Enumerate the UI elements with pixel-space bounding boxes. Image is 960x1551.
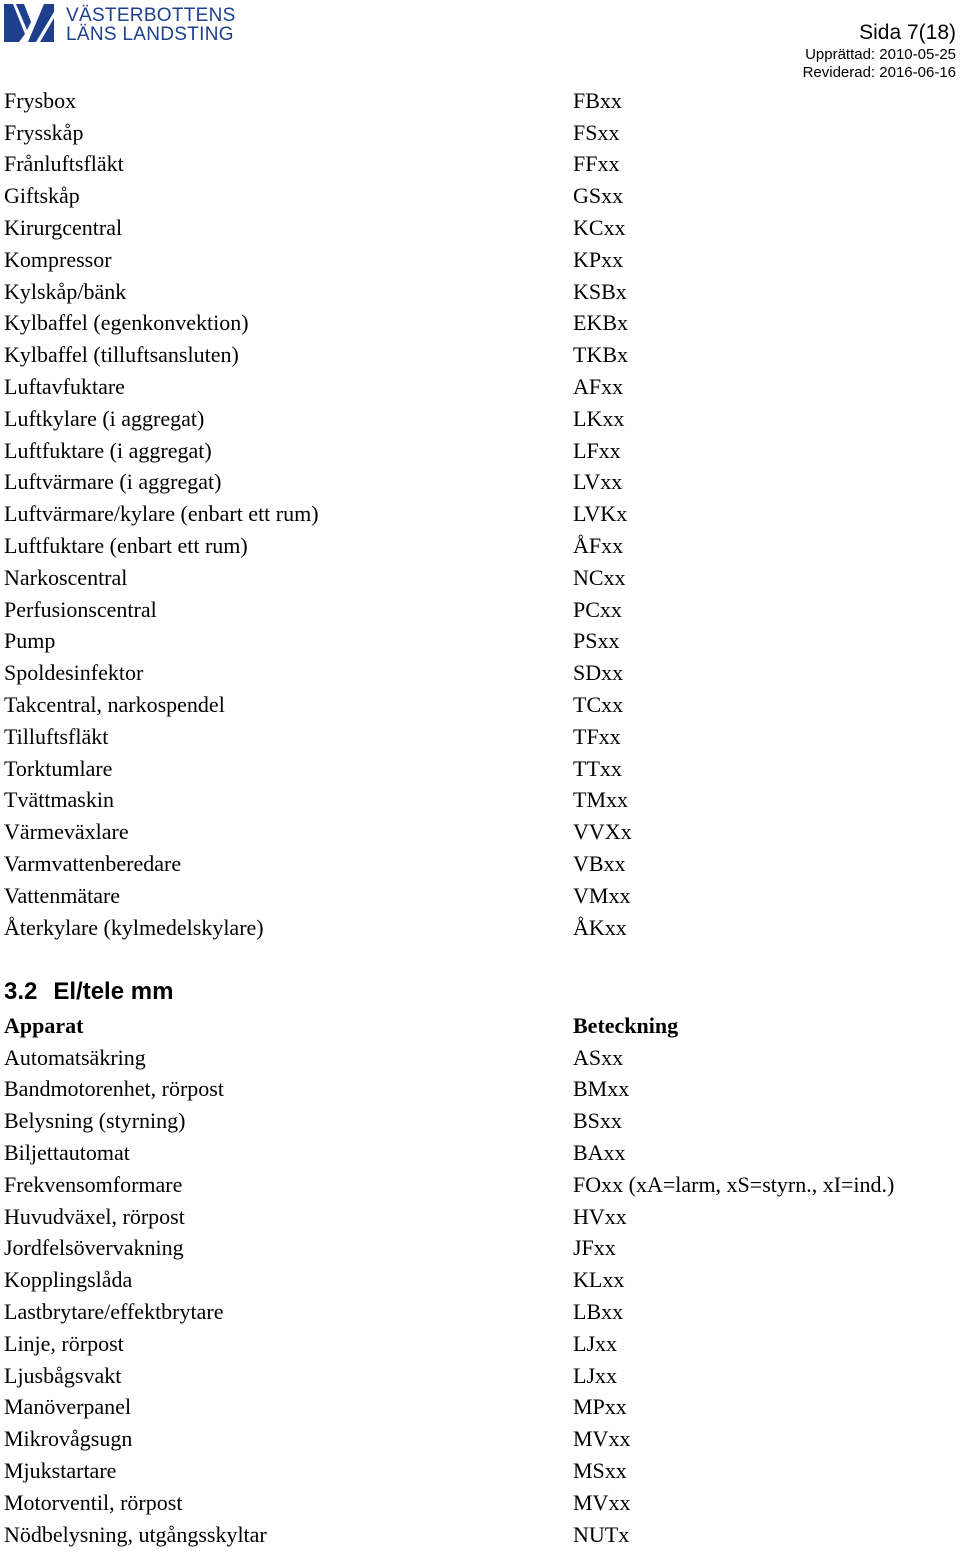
table-row [4,403,956,435]
device-code-table [4,85,956,944]
device-code: LKxx [573,405,625,431]
table-row [4,594,956,626]
device-name: Pump [4,628,56,654]
table-row [4,912,956,944]
device-name: Frysskåp [4,119,84,145]
device-name: Linje, rörpost [4,1330,124,1356]
device-code: HVxx [573,1203,627,1229]
table-row [4,85,956,117]
device-name: Jordfelsövervakning [4,1235,184,1261]
logo-line-1: VÄSTERBOTTENS [66,5,236,26]
device-code: MVxx [573,1489,631,1515]
section-title: El/tele mm [53,978,174,1005]
device-code: LFxx [573,437,621,463]
device-code: KSBx [573,278,627,304]
table-row [4,435,956,467]
device-code: MSxx [573,1458,627,1484]
device-code: KPxx [573,246,624,272]
device-name: Spoldesinfektor [4,660,144,686]
device-code: FSxx [573,119,620,145]
device-name: Luftkylare (i aggregat) [4,405,205,431]
page-info [803,20,956,82]
device-code: ASxx [573,1044,624,1070]
table-row [4,1137,956,1169]
device-name: Frånluftsfläkt [4,151,124,177]
device-name: Luftvärmare/kylare (enbart ett rum) [4,501,319,527]
device-name: Värmeväxlare [4,819,129,845]
table-row [4,657,956,689]
table-row [4,1455,956,1487]
device-code: BAxx [573,1140,626,1166]
device-code: KCxx [573,215,626,241]
device-code: PCxx [573,596,622,622]
device-name: Mjukstartare [4,1458,117,1484]
table-row [4,149,956,181]
device-name: Narkoscentral [4,564,128,590]
device-name: Luftfuktare (i aggregat) [4,437,212,463]
device-name: Takcentral, narkospendel [4,692,225,718]
page-header [0,0,960,90]
table-row [4,339,956,371]
device-name: Luftavfuktare [4,374,125,400]
device-code: FOxx (xA=larm, xS=styrn., xI=ind.) [573,1171,895,1197]
device-name: Återkylare (kylmedelskylare) [4,914,264,940]
table-row [4,1328,956,1360]
device-code: LJxx [573,1362,617,1388]
device-name: Motorventil, rörpost [4,1489,183,1515]
device-name: Frekvensomformare [4,1171,183,1197]
device-code: VMxx [573,882,631,908]
device-name: Bandmotorenhet, rörpost [4,1076,224,1102]
table-row [4,117,956,149]
column-header-beteckning: Beteckning [573,1012,679,1038]
section-number: 3.2 [4,978,38,1005]
device-name: Biljettautomat [4,1140,130,1166]
device-code: VBxx [573,851,626,877]
device-code: TCxx [573,692,624,718]
table-row [4,785,956,817]
table-row [4,626,956,658]
device-name: Belysning (styrning) [4,1108,186,1134]
device-name: Vattenmätare [4,882,121,908]
table-row [4,1519,956,1551]
device-code: NCxx [573,564,626,590]
device-name: Perfusionscentral [4,596,157,622]
device-name: Kylbaffel (tilluftsansluten) [4,342,239,368]
device-name: Frysbox [4,87,77,113]
device-code: LVKx [573,501,628,527]
table-row [4,1296,956,1328]
device-name: Manöverpanel [4,1394,132,1420]
created-date: Upprättad: 2010-05-25 [805,46,956,63]
table-row [4,753,956,785]
device-name: Kirurgcentral [4,215,123,241]
device-name: Torktumlare [4,755,113,781]
device-code: ÅKxx [573,914,627,940]
table-row [4,530,956,562]
table-row [4,1264,956,1296]
device-code: AFxx [573,374,624,400]
section-heading [4,974,173,1010]
device-code: LJxx [573,1330,617,1356]
device-code: TFxx [573,723,621,749]
table-row [4,848,956,880]
device-name: Kopplingslåda [4,1267,133,1293]
device-name: Lastbrytare/effektbrytare [4,1299,224,1325]
table-row [4,1487,956,1519]
device-code: BMxx [573,1076,630,1102]
device-code: BSxx [573,1108,622,1134]
device-name: Mikrovågsugn [4,1426,133,1452]
table-row [4,244,956,276]
table-row [4,1042,956,1074]
table-row [4,816,956,848]
device-code: PSxx [573,628,620,654]
device-name: Varmvattenberedare [4,851,182,877]
device-name: Huvudväxel, rörpost [4,1203,185,1229]
table-row [4,180,956,212]
table-row [4,880,956,912]
device-code: LVxx [573,469,623,495]
device-name: Kompressor [4,246,112,272]
table-row [4,212,956,244]
table-row [4,1233,956,1265]
device-name: Automatsäkring [4,1044,146,1070]
device-name: Nödbelysning, utgångsskyltar [4,1521,267,1547]
device-code: KLxx [573,1267,625,1293]
device-code: TMxx [573,787,628,813]
device-code: MPxx [573,1394,627,1420]
device-code: SDxx [573,660,624,686]
table-row [4,498,956,530]
revised-date: Reviderad: 2016-06-16 [802,64,956,81]
table-row [4,1169,956,1201]
table-row [4,1105,956,1137]
el-tele-code-table [4,1010,956,1551]
table-row [4,1392,956,1424]
device-code: TKBx [573,342,628,368]
table-row [4,721,956,753]
table-row [4,1423,956,1455]
device-code: FBxx [573,87,622,113]
organization-logo [4,4,234,46]
device-code: GSxx [573,183,624,209]
page-number: Sida 7(18) [859,21,956,44]
device-code: VVXx [573,819,632,845]
table-row [4,1360,956,1392]
device-name: Giftskåp [4,183,80,209]
device-name: Luftvärmare (i aggregat) [4,469,222,495]
logo-line-2: LÄNS LANDSTING [66,24,234,45]
device-name: Tilluftsfläkt [4,723,109,749]
device-name: Tvättmaskin [4,787,114,813]
device-code: EKBx [573,310,628,336]
table-row [4,308,956,340]
device-code: TTxx [573,755,622,781]
device-code: LBxx [573,1299,624,1325]
device-name: Kylskåp/bänk [4,278,127,304]
device-code: JFxx [573,1235,616,1261]
table-row [4,689,956,721]
table-row [4,562,956,594]
device-code: NUTx [573,1521,630,1547]
device-code: ÅFxx [573,533,624,559]
logo-mark-icon [4,4,54,42]
table-row [4,1074,956,1106]
device-code: MVxx [573,1426,631,1452]
table-row [4,371,956,403]
table-header-row [4,1010,956,1042]
table-row [4,1201,956,1233]
device-code: FFxx [573,151,620,177]
table-row [4,276,956,308]
column-header-apparat: Apparat [4,1012,84,1038]
device-name: Kylbaffel (egenkonvektion) [4,310,249,336]
logo-text [66,6,236,44]
table-row [4,467,956,499]
device-name: Luftfuktare (enbart ett rum) [4,533,248,559]
device-name: Ljusbågsvakt [4,1362,122,1388]
